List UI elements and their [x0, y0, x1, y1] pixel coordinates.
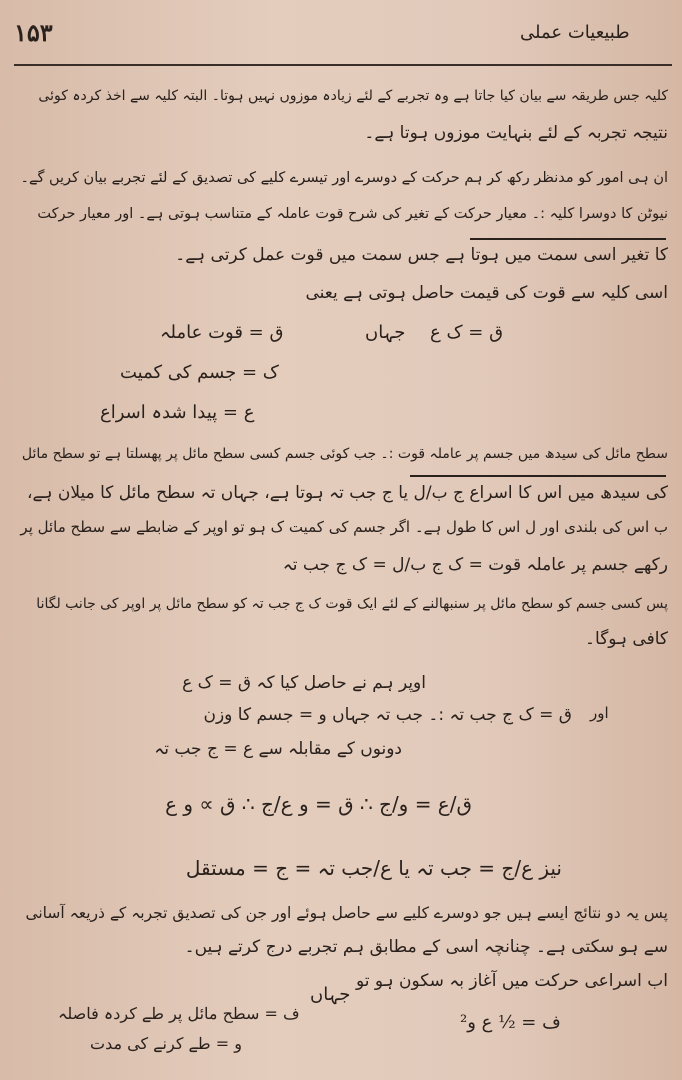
- derivation-line: ق = ک ج جب تہ :۔ جب تہ جہاں و = جسم کا وزن: [203, 705, 572, 725]
- heading-underline: [410, 475, 666, 477]
- paragraph-line: کا تغیر اسی سمت میں ہوتا ہے جس سمت میں قوت عمل کرتی ہے۔: [175, 245, 668, 265]
- paragraph-line: کافی ہوگا۔: [585, 629, 668, 649]
- distance-equation: ف = ½ ع و²: [460, 1012, 561, 1033]
- paragraph-line: نیوٹن کا دوسرا کلیہ :۔ معیار حرکت کے تغیر کی شرح قوت عاملہ کے متناسب ہوتی ہے۔ اور معیار حرکت: [37, 206, 668, 222]
- section-heading-inclined-plane: سطح مائل کی سیدھ میں جسم پر عاملہ قوت :۔ جب کوئی جسم کسی سطح مائل پر پھسلتا ہے تو سطح مائل: [21, 446, 668, 462]
- where-label: جہاں: [310, 984, 351, 1005]
- heading-underline: [470, 238, 666, 240]
- header-rule: [14, 64, 672, 66]
- derivation-line: دونوں کے مقابلہ سے ع = ج جب تہ: [154, 739, 402, 759]
- paragraph-line: اب اسراعی حرکت میں آغاز بہ سکون ہو تو: [355, 971, 668, 991]
- force-equation: ق = ک ع: [430, 322, 504, 343]
- running-title: طبیعیات عملی: [520, 22, 630, 43]
- and-label: اور: [590, 704, 609, 722]
- paragraph-line: پس کسی جسم کو سطح مائل پر سنبھالنے کے لئے ایک قوت ک ج جب تہ کو سطح مائل پر اوپر کی جانب لگانا: [36, 596, 668, 612]
- paragraph-line: سے ہو سکتی ہے۔ چنانچہ اسی کے مطابق ہم تجربے درج کرتے ہیں۔: [184, 937, 668, 957]
- where-label: جہاں: [365, 322, 406, 343]
- definition-mass: ک = جسم کی کمیت: [120, 362, 279, 383]
- paragraph-line: اسی کلیہ سے قوت کی قیمت حاصل ہوتی ہے یعنی: [305, 283, 668, 303]
- definition-time: و = طے کرنے کی مدت: [90, 1034, 242, 1053]
- definition-force: ق = قوت عاملہ: [160, 322, 284, 343]
- definition-distance: ف = سطح مائل پر طے کردہ فاصلہ: [58, 1004, 300, 1023]
- derivation-line: اوپر ہم نے حاصل کیا کہ ق = ک ع: [182, 673, 426, 693]
- derivation-proportion: ق/ع = و/ج ∴ ق = و ع/ج ∴ ق ∝ و ع: [165, 792, 472, 816]
- page-number: ۱۵۳: [14, 18, 53, 47]
- paragraph-line: رکھے جسم پر عاملہ قوت = ک ج ب/ل = ک ج جب تہ: [282, 555, 668, 575]
- definition-acceleration: ع = پیدا شدہ اسراع: [100, 402, 255, 423]
- derivation-constant: نیز ع/ج = جب تہ یا ع/جب تہ = ج = مستقل: [185, 856, 562, 880]
- paragraph-line: ان ہی امور کو مدنظر رکھ کر ہم حرکت کے دوسرے اور تیسرے کلیے کی تصدیق کے لئے تجربے بیان کریں گے۔: [20, 170, 668, 186]
- paragraph-line: نتیجہ تجربہ کے لئے بنہایت موزوں ہوتا ہے۔: [364, 123, 668, 143]
- paragraph-line: کلیہ جس طریقہ سے بیان کیا جاتا ہے وہ تجربے کے لئے زیادہ موزوں نہیں ہوتا۔ البتہ کلیہ سے اخذ کردہ کوئی: [38, 88, 668, 104]
- paragraph-line: ب اس کی بلندی اور ل اس کا طول ہے۔ اگر جسم کی کمیت ک ہو تو اوپر کے ضابطے سے سطح مائل پر: [20, 518, 668, 536]
- paragraph-line: پس یہ دو نتائج ایسے ہیں جو دوسرے کلیے سے حاصل ہوئے اور جن کی تصدیق تجربہ کے ذریعہ آسانی: [25, 904, 668, 922]
- paragraph-line: کی سیدھ میں اس کا اسراع ج ب/ل یا ج جب تہ ہوتا ہے، جہاں تہ سطح مائل کا میلان ہے،: [27, 483, 668, 503]
